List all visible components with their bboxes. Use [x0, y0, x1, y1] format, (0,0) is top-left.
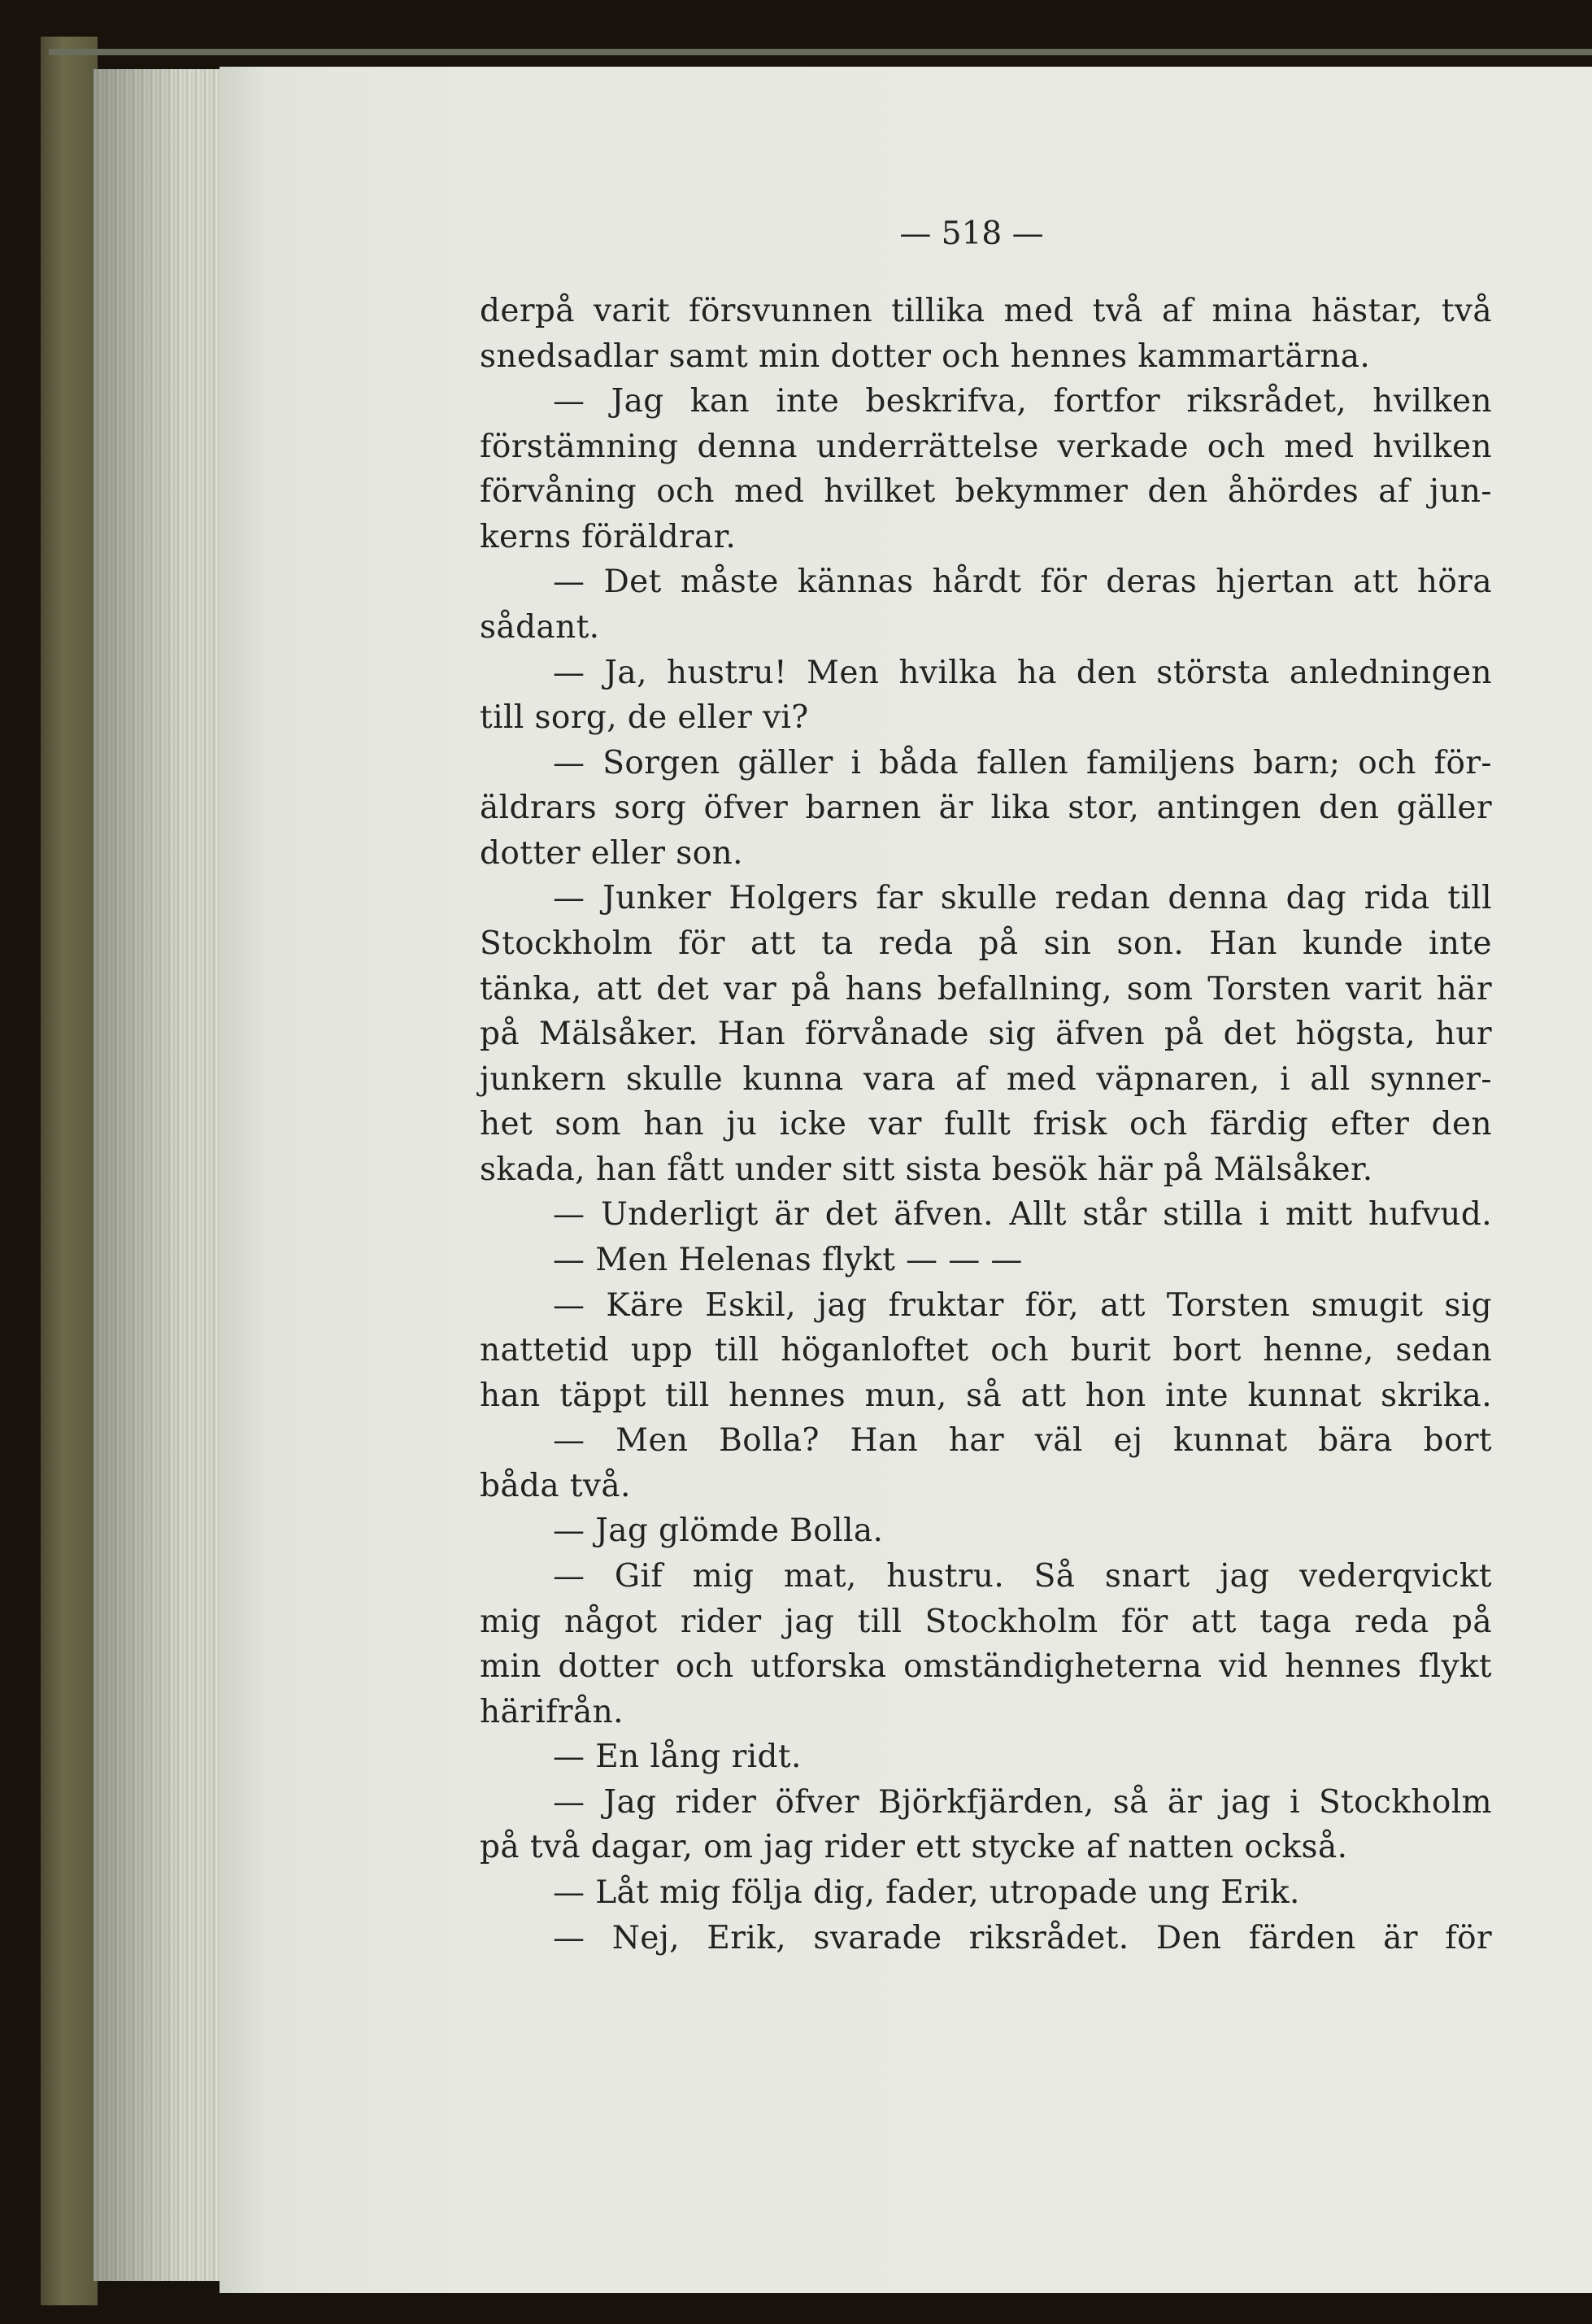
text-line: dotter eller son. — [480, 835, 743, 872]
text-line: förvåning och med hvilket bekymmer den åhördes af jun- — [480, 473, 1492, 510]
text-line: skada, han fått under sitt sista besök här på Mälsåker. — [480, 1151, 1373, 1188]
text-line: nattetid upp till höganloftet och burit bort henne, sedan — [480, 1332, 1492, 1369]
text-line: härifrån. — [480, 1694, 624, 1730]
text-line: — Låt mig följa dig, fader, utropade ung Erik. — [553, 1874, 1300, 1911]
text-line: — Nej, Erik, svarade riksrådet. Den färden är för — [553, 1920, 1492, 1956]
text-line: äldrars sorg öfver barnen är lika stor, antingen den gäller — [480, 790, 1492, 826]
text-line: — Det måste kännas hårdt för deras hjertan att höra — [553, 564, 1492, 600]
page-number: — 518 — — [899, 215, 1044, 252]
text-line: — Underligt är det äfven. Allt står stilla i mitt hufvud. — [553, 1196, 1492, 1233]
text-line: tänka, att det var på hans befallning, som Torsten varit här — [480, 971, 1492, 1008]
text-line: — En lång ridt. — [553, 1739, 802, 1775]
text-line: Stockholm för att ta reda på sin son. Han kunde inte — [480, 925, 1492, 962]
page-top-edge — [49, 49, 1592, 55]
text-line: sådant. — [480, 609, 600, 646]
text-line: — Men Bolla? Han har väl ej kunnat bära bort — [553, 1422, 1492, 1459]
text-line: het som han ju icke var fullt frisk och färdig efter den — [480, 1106, 1492, 1142]
text-line: junkern skulle kunna vara af med väpnaren, i all synner- — [480, 1061, 1492, 1098]
text-line: — Junker Holgers far skulle redan denna dag rida till — [553, 880, 1492, 916]
text-line: till sorg, de eller vi? — [480, 699, 809, 736]
text-line: på Mälsåker. Han förvånade sig äfven på det högsta, hur — [480, 1016, 1492, 1052]
page-edges-shade — [94, 69, 224, 2281]
text-line: snedsadlar samt min dotter och hennes kammartärna. — [480, 338, 1371, 375]
text-line: — Ja, hustru! Men hvilka ha den största anledningen — [553, 655, 1492, 691]
text-line: kerns föräldrar. — [480, 519, 737, 555]
text-line: — Gif mig mat, hustru. Så snart jag vederqvickt — [553, 1558, 1492, 1595]
text-line: — Käre Eskil, jag fruktar för, att Torsten smugit sig — [553, 1287, 1492, 1324]
text-line: — Men Helenas flykt — — — — [553, 1242, 1023, 1278]
text-line: båda två. — [480, 1468, 631, 1504]
text-line: mig något rider jag till Stockholm för att taga reda på — [480, 1604, 1492, 1640]
text-line: derpå varit försvunnen tillika med två af mina hästar, två — [480, 293, 1492, 329]
text-line: på två dagar, om jag rider ett stycke af natten också. — [480, 1829, 1348, 1865]
text-line: han täppt till hennes mun, så att hon inte kunnat skrika. — [480, 1377, 1492, 1414]
text-line: — Jag kan inte beskrifva, fortfor riksrådet, hvilken — [553, 383, 1492, 420]
book-cover-edge — [41, 37, 98, 2305]
text-line: — Jag glömde Bolla. — [553, 1512, 884, 1549]
text-line: — Jag rider öfver Björkfjärden, så är jag i Stockholm — [553, 1784, 1492, 1821]
text-line: min dotter och utforska omständigheterna vid hennes flykt — [480, 1648, 1492, 1685]
text-line: — Sorgen gäller i båda fallen familjens barn; och för- — [553, 745, 1492, 781]
text-line: förstämning denna underrättelse verkade och med hvilken — [480, 429, 1492, 465]
